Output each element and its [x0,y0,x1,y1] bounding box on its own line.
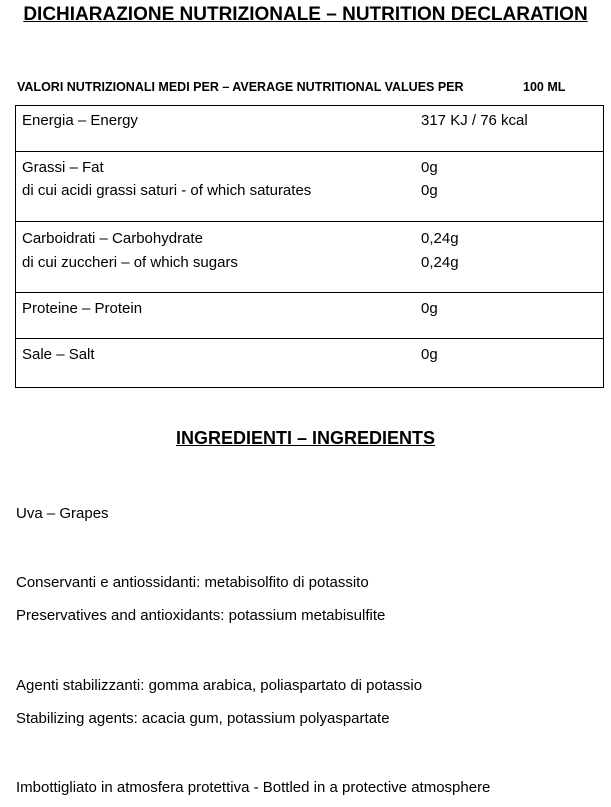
sugars-value: 0,24g [421,254,459,271]
subtitle-text: VALORI NUTRIZIONALI MEDI PER – AVERAGE NUTRITIONAL VALUES PER [17,80,464,94]
nutrition-row-fat [16,152,603,222]
nutrition-table [15,105,604,388]
protein-value: 0g [421,300,438,317]
protein-label: Proteine – Protein [22,300,143,317]
fat-value: 0g [421,159,438,176]
energy-value: 317 KJ / 76 kcal [421,112,528,129]
ingredient-preservatives-it: Conservanti e antiossidanti: metabisolfito di potassito [16,574,369,591]
saturates-label: di cui acidi grassi saturi - of which saturates [22,182,312,199]
fat-label: Grassi – Fat [22,159,104,176]
ingredient-stabilizers-it: Agenti stabilizzanti: gomma arabica, poliaspartato di potassio [16,677,423,694]
nutrition-row-carbohydrate [16,222,603,293]
bottled-statement: Imbottigliato in atmosfera protettiva - Bottled in a protective atmosphere [16,779,491,796]
subtitle-unit: 100 ML [523,80,566,94]
salt-label: Sale – Salt [22,346,95,363]
nutrition-row-energy [16,106,603,152]
carbohydrate-label: Carboidrati – Carbohydrate [22,230,203,247]
ingredient-grapes: Uva – Grapes [16,505,109,522]
ingredient-stabilizers-en: Stabilizing agents: acacia gum, potassium polyaspartate [16,710,390,727]
sugars-label: di cui zuccheri – of which sugars [22,254,238,271]
page-title: DICHIARAZIONE NUTRIZIONALE – NUTRITION DECLARATION [23,4,588,25]
nutrition-row-protein [16,293,603,339]
nutrition-subtitle [17,80,566,94]
carbohydrate-value: 0,24g [421,230,459,247]
nutrition-row-salt [16,339,603,387]
salt-value: 0g [421,346,438,363]
ingredient-preservatives-en: Preservatives and antioxidants: potassium metabisulfite [16,607,386,624]
energy-label: Energia – Energy [22,112,138,129]
ingredients-heading: INGREDIENTI – INGREDIENTS [175,428,436,448]
saturates-value: 0g [421,182,438,199]
